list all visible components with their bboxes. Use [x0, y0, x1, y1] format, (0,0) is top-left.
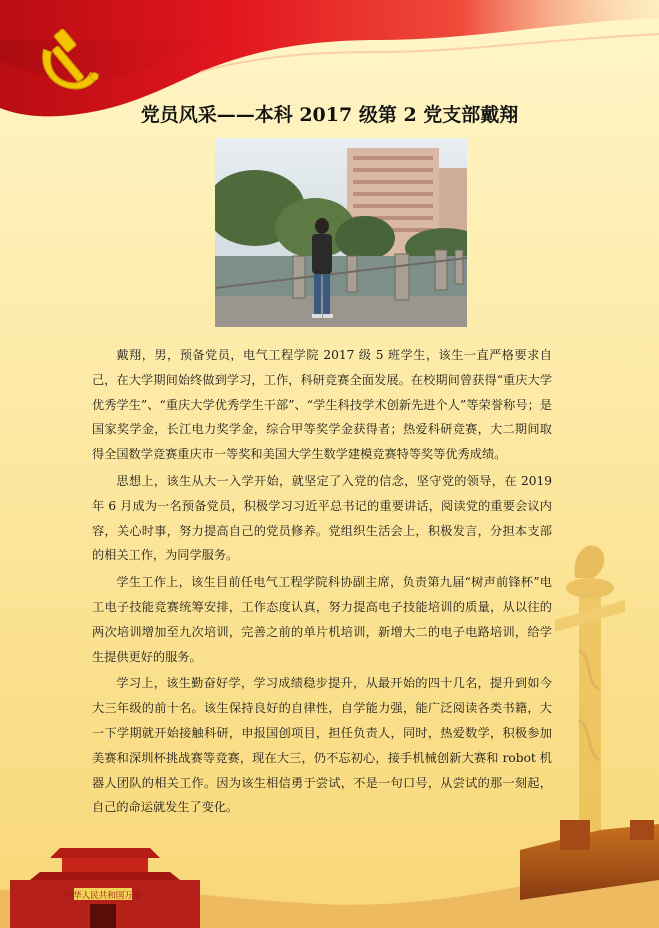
paragraph-ideology: 思想上，该生从大一入学开始，就坚定了入党的信念，坚守党的领导，在 2019 年 6 月成为一名预备党员，积极学习习近平总书记的重要讲话，阅读党的重要会议内容，关心时事，努力提高自己的党员修养。党组织生活会上，积极发言，分担本支部的相关工作，为同学服务。 — [92, 473, 552, 563]
paragraph-intro: 戴翔，男，预备党员，电气工程学院 2017 级 5 班学生，该生一直严格要求自己，在大学期间始终做到学习，工作，科研竞赛全面发展。在校期间曾获得“重庆大学优秀学生”、“重庆大学优秀学生干部”、“学生科技学术创新先进个人”等荣誉称号；是国家奖学金，长江电力奖学金，综合甲等奖学金获得者；热爱科研竞赛，大二期间取得全国数学竞赛重庆市一等奖和美国大学生数学建模竞赛特等奖等优秀成绩。 — [92, 348, 552, 462]
party-emblem-icon — [30, 20, 108, 98]
huabiao-pillar-icon — [545, 530, 635, 860]
paragraph-student-work: 学生工作上，该生目前任电气工程学院科协副主席，负责第九届“树声前锋杯”电工电子技能竞赛统筹安排，工作态度认真，努力提高电子技能培训的质量，从以往的两次培训增加至九次培训，完善之前的单片机培训，新增大二的电子电路培训，给学生提供更好的服务。 — [92, 575, 552, 664]
article-body — [92, 343, 552, 822]
page-title: 党员风采——本科 2017 级第 2 党支部戴翔 — [140, 104, 519, 126]
tiananmen-gate-illustration — [0, 820, 659, 928]
gate-banner-text: 中华人民共和国万岁 — [64, 891, 142, 901]
portrait-photo — [215, 138, 467, 327]
paragraph-study: 学习上，该生勤奋好学，学习成绩稳步提升，从最开始的四十几名，提升到如今大三年级的前十名。该生保持良好的自律性，自学能力强，能广泛阅读各类书籍，大一下学期就开始接触科研，申报国创项目，担任负责人，同时，热爱数学，积极参加美赛和深圳杯挑战赛等竞赛，现在大三，仍不忘初心，接手机械创新大赛和 robot 机器人团队的相关工作。因为该生相信勇于尝试，不是一句口号，从尝试的那一刻起，自己的命运就发生了变化。 — [92, 676, 552, 815]
